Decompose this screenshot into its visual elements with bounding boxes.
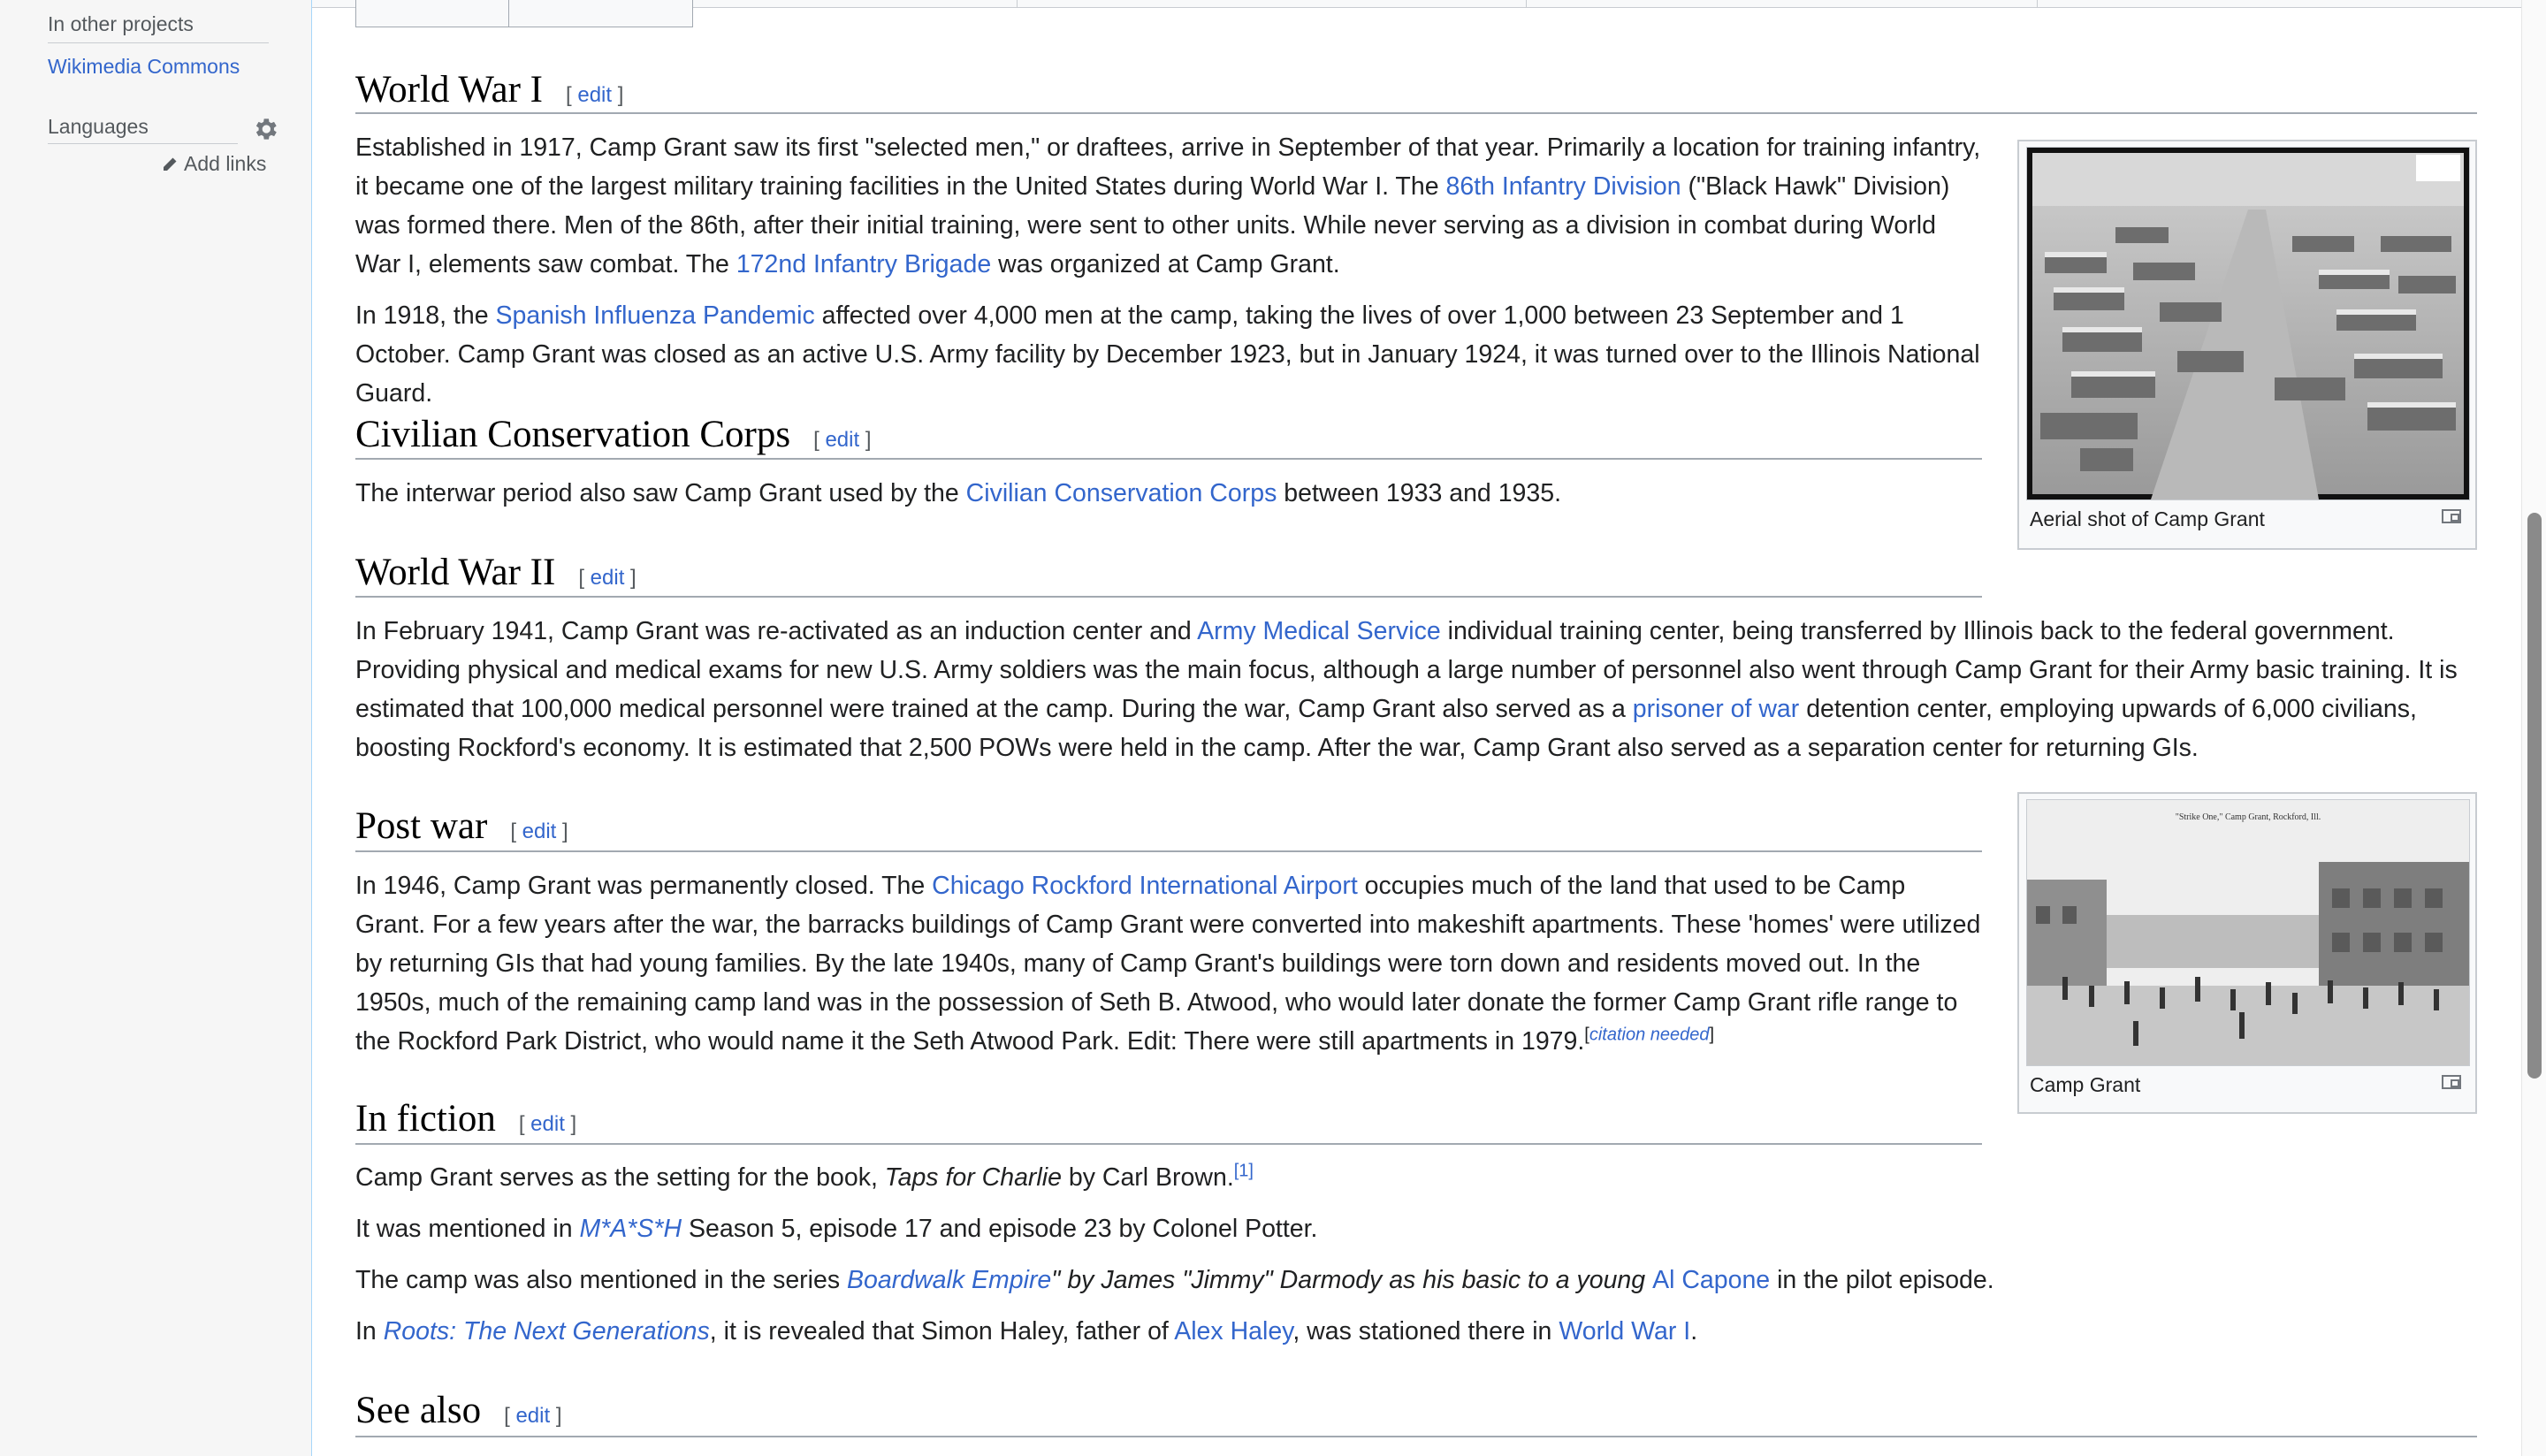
tab-divider: [1526, 0, 1527, 7]
link-al-capone[interactable]: Al Capone: [1652, 1266, 1771, 1294]
section-title: Civilian Conservation Corps: [355, 414, 791, 455]
link-86th-infantry-division[interactable]: 86th Infantry Division: [1445, 172, 1681, 201]
aerial-photo[interactable]: [2026, 147, 2470, 500]
edit-link[interactable]: edit: [577, 83, 613, 107]
edit-section: [ edit ]: [566, 83, 624, 107]
section-title: World War II: [355, 552, 556, 593]
citation-needed: [citation needed]: [1584, 1025, 1715, 1045]
tab-divider: [2037, 0, 2038, 7]
citation-needed-link[interactable]: citation needed: [1589, 1025, 1710, 1045]
thumbnail-caption: Camp Grant: [2030, 1073, 2141, 1096]
paragraph: The interwar period also saw Camp Grant used by the Civilian Conservation Corps between 1933 and 1935.: [355, 479, 1562, 507]
link-civilian-conservation-corps[interactable]: Civilian Conservation Corps: [965, 479, 1277, 507]
heading-rule: [355, 112, 2477, 114]
link-alex-haley[interactable]: Alex Haley: [1174, 1317, 1293, 1345]
edit-link[interactable]: edit: [530, 1112, 565, 1136]
heading-rule: [355, 596, 1982, 598]
thumbnail-aerial-camp-grant: [2017, 140, 2477, 550]
magnify-icon[interactable]: [2442, 509, 2461, 523]
add-links-label: Add links: [184, 152, 267, 175]
edit-link[interactable]: edit: [590, 566, 625, 590]
edit-link[interactable]: edit: [825, 428, 860, 452]
link-prisoner-of-war[interactable]: prisoner of war: [1632, 695, 1800, 723]
paragraph: In Roots: The Next Generations, it is revealed that Simon Haley, father of Alex Haley, was stationed there in World War I.: [355, 1317, 1698, 1345]
link-roots-the-next-generations[interactable]: Roots: The Next Generations: [383, 1317, 710, 1345]
thumbnail-camp-grant: [2017, 792, 2477, 1114]
link-chicago-rockford-international-airport[interactable]: Chicago Rockford International Airport: [932, 872, 1358, 900]
sidebar-divider: [48, 42, 269, 43]
sidebar: [0, 0, 312, 1456]
paragraph: It was mentioned in M*A*S*H Season 5, episode 17 and episode 23 by Colonel Potter.: [355, 1215, 1318, 1243]
sidebar-link-wikimedia-commons[interactable]: Wikimedia Commons: [48, 55, 240, 78]
sidebar-divider: [48, 143, 238, 144]
heading-world-war-ii: [355, 550, 636, 601]
link-mash[interactable]: M*A*S*H: [579, 1215, 682, 1243]
edit-section: [ edit ]: [504, 1404, 562, 1428]
edit-section: [ edit ]: [813, 428, 872, 452]
table-bottom-edge: [355, 0, 693, 27]
paragraph: The camp was also mentioned in the series Boardwalk Empire" by James "Jimmy" Darmody as his basic to a young Al Capone in the pilot episode.: [355, 1266, 1994, 1294]
edit-link[interactable]: edit: [515, 1404, 551, 1428]
sidebar-heading-other-projects: In other projects: [48, 12, 194, 35]
paragraph: In 1918, the Spanish Influenza Pandemic affected over 4,000 men at the camp, taking the lives of over 1,000 between 23 September and 1 October. Camp Grant was closed as an active U.S. Army facility by December 1923, but in January 1924, it was turned over to the Illinois National Guard.: [355, 301, 1980, 408]
section-title: In fiction: [355, 1098, 496, 1140]
heading-rule: [355, 850, 1982, 852]
magnify-icon[interactable]: [2442, 1075, 2461, 1089]
heading-see-also: [355, 1388, 562, 1439]
section-title: Post war: [355, 805, 488, 847]
paragraph: In February 1941, Camp Grant was re-activated as an induction center and Army Medical Service individual training center, being transferred by Illinois back to the federal government. Providing physical and medical exams for new U.S. Army soldiers was the main focus, although a large number of personnel also went through Camp Grant for their Army basic training. It is estimated that 100,000 medical personnel were trained at the camp. During the war, Camp Grant also served as a prisoner of war detention center, employing upwards of 6,000 civilians, boosting Rockford's economy. It is estimated that 2,500 POWs were held in the camp. After the war, Camp Grant also served as a separation center for returning GIs.: [355, 617, 2458, 762]
link-boardwalk-empire[interactable]: Boardwalk Empire: [847, 1266, 1052, 1294]
edit-section: [ edit ]: [578, 566, 636, 590]
gear-icon[interactable]: [251, 115, 279, 143]
heading-rule: [355, 1143, 1982, 1145]
vertical-scrollbar[interactable]: [2521, 0, 2546, 1456]
sidebar-heading-languages: Languages: [48, 115, 149, 138]
section-title: See also: [355, 1390, 482, 1431]
link-world-war-i[interactable]: World War I: [1559, 1317, 1691, 1345]
pencil-icon: [161, 156, 179, 173]
thumbnail-caption: Aerial shot of Camp Grant: [2030, 507, 2265, 530]
heading-post-war: [355, 804, 568, 855]
link-army-medical-service[interactable]: Army Medical Service: [1197, 617, 1441, 645]
section-title: World War I: [355, 69, 543, 111]
link-spanish-influenza-pandemic[interactable]: Spanish Influenza Pandemic: [495, 301, 815, 330]
link-172nd-infantry-brigade[interactable]: 172nd Infantry Brigade: [736, 250, 992, 278]
edit-section: [ edit ]: [510, 819, 568, 843]
photo-header-text: "Strike One," Camp Grant, Rockford, Ill.: [2175, 812, 2321, 822]
heading-world-war-i: [355, 67, 623, 118]
edit-section: [ edit ]: [518, 1112, 577, 1136]
heading-in-fiction: [355, 1096, 576, 1147]
heading-rule: [355, 1436, 2477, 1437]
scrollbar-thumb[interactable]: [2527, 513, 2542, 1079]
heading-civilian-conservation-corps: [355, 412, 871, 463]
paragraph: Established in 1917, Camp Grant saw its first "selected men," or draftees, arrive in September of that year. Primarily a location for training infantry, it became one of the largest military training facilities in the United States during World War I. The 86th Infantry Division ("Black Hawk" Division) was formed there. Men of the 86th, after their initial training, were sent to other units. While never serving as a division in combat during World War I, elements saw combat. The 172nd Infantry Brigade was organized at Camp Grant.: [355, 133, 1981, 278]
camp-grant-photo[interactable]: [2026, 799, 2470, 1066]
add-links-button[interactable]: [161, 152, 266, 176]
paragraph: Camp Grant serves as the setting for the book, Taps for Charlie by Carl Brown.[1]: [355, 1161, 1254, 1192]
heading-rule: [355, 458, 1982, 460]
edit-link[interactable]: edit: [522, 819, 557, 843]
tab-divider: [1017, 0, 1018, 7]
reference-link[interactable]: [1]: [1233, 1161, 1254, 1181]
paragraph: In 1946, Camp Grant was permanently closed. The Chicago Rockford International Airport occupies much of the land that used to be Camp Grant. For a few years after the war, the barracks buildings of Camp Grant were converted into makeshift apartments. These 'homes' were utilized by returning GIs that had young families. By the late 1940s, many of Camp Grant's buildings were torn down and residents moved out. In the 1950s, much of the remaining camp land was in the possession of Seth B. Atwood, who would later donate the former Camp Grant rifle range to the Rockford Park District, who would name it the Seth Atwood Park. Edit: There were still apartments in 1979.[citation needed]: [355, 872, 1981, 1056]
